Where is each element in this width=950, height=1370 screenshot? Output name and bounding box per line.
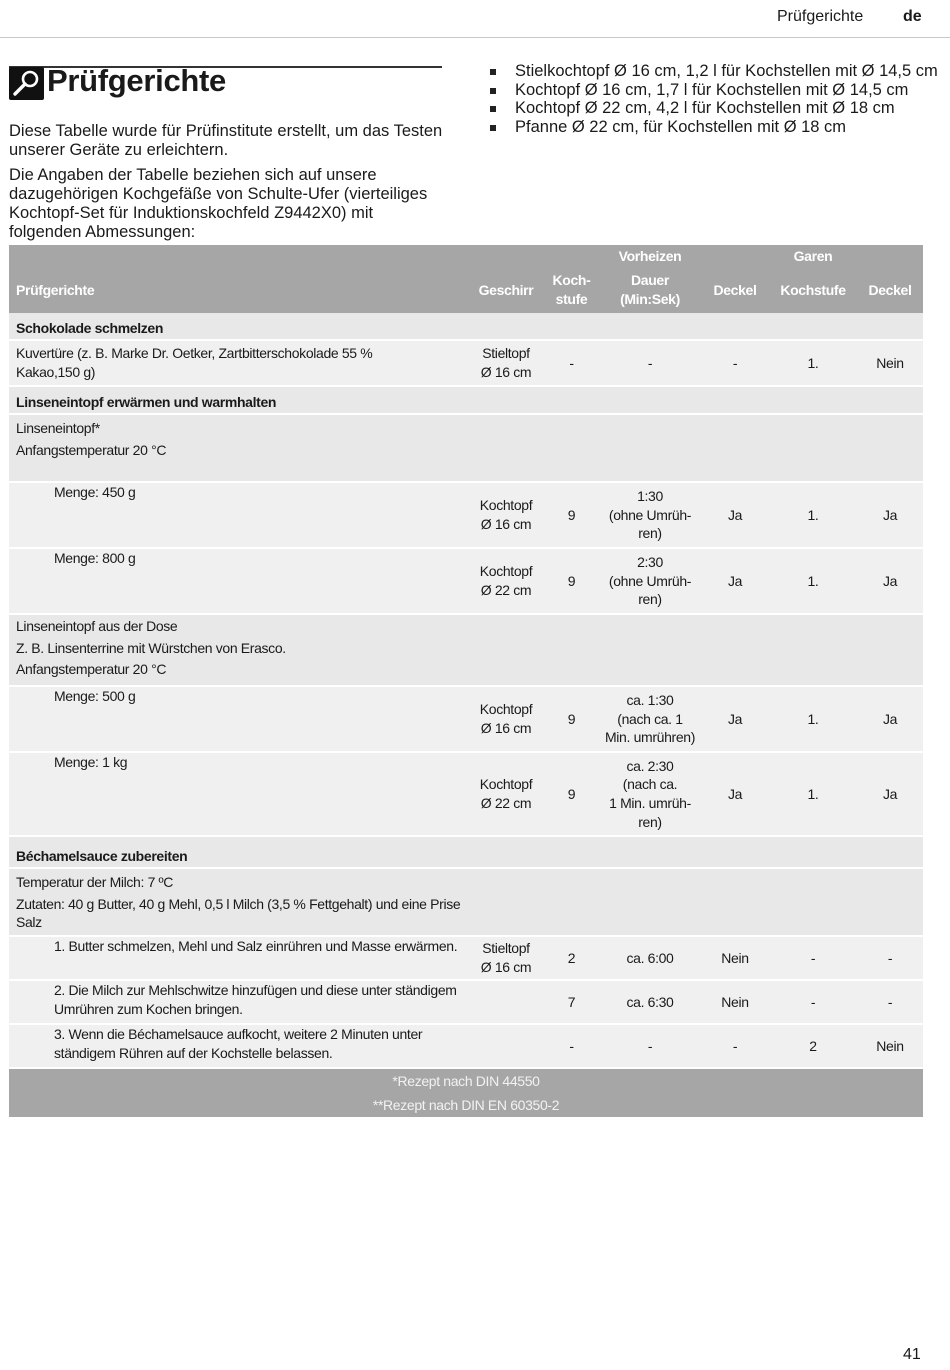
dauer-cell: - — [599, 1024, 701, 1068]
dish-description: Kuvertüre (z. B. Marke Dr. Oetker, Zartbitterschokolade 55 % Kakao,150 g) — [9, 340, 468, 386]
table-body — [9, 313, 923, 1068]
dauer-cell: ca. 6:30 — [599, 980, 701, 1024]
dauer-cell: 2:30 (ohne Umrüh- ren) — [599, 548, 701, 614]
table-header — [9, 245, 923, 313]
garen-deckel-cell: - — [857, 980, 923, 1024]
table-row — [9, 548, 923, 614]
test-dishes-table — [9, 245, 923, 1117]
table-row — [9, 482, 923, 548]
garen-kochstufe-cell: 1. — [769, 548, 857, 614]
garen-deckel-cell: Nein — [857, 340, 923, 386]
menge-cell: Menge: 800 g — [9, 548, 468, 614]
section-heading-row — [9, 393, 923, 414]
geschirr-cell: Kochtopf Ø 16 cm — [468, 482, 544, 548]
garen-deckel-cell: Ja — [857, 752, 923, 836]
table-footnotes — [9, 1068, 923, 1117]
table-row — [9, 752, 923, 836]
dauer-cell: ca. 2:30 (nach ca. 1 Min. umrüh- ren) — [599, 752, 701, 836]
garen-kochstufe-cell: 1. — [769, 340, 857, 386]
table-row — [9, 340, 923, 386]
garen-kochstufe-cell: 1. — [769, 686, 857, 752]
kochstufe-cell: 9 — [544, 752, 599, 836]
garen-deckel-cell: - — [857, 936, 923, 980]
footnote: **Rezept nach DIN EN 60350-2 — [9, 1093, 923, 1117]
section-subtitle: Temperatur der Milch: 7 ºC Zutaten: 40 g Butter, 40 g Mehl, 0,5 l Milch (3,5 % Fettgehalt) und eine Prise Salz — [9, 868, 923, 936]
section-title: Béchamelsauce zubereiten — [9, 847, 923, 868]
col-deckel: Deckel — [701, 267, 769, 313]
col-dauer: Dauer (Min:Sek) — [599, 267, 701, 313]
cookware-item: Pfanne Ø 22 cm, für Kochstellen mit Ø 18 cm — [490, 118, 940, 137]
intro-paragraph-2: Die Angaben der Tabelle beziehen sich auf unsere dazugehörigen Kochgefäße von Schulte-Ufer (vierteiliges Kochtopf-Set für Induktionskochfeld Z9442X0) mit folgenden Abmessungen: — [9, 166, 428, 241]
page-title: Prüfgerichte — [47, 63, 226, 98]
garen-kochstufe-cell: 2 — [769, 1024, 857, 1068]
step-cell: 2. Die Milch zur Mehlschwitze hinzufügen und diese unter ständigem Umrühren zum Kochen bringen. — [9, 980, 468, 1024]
col-garen-kochstufe: Kochstufe — [769, 267, 857, 313]
garen-kochstufe-cell: - — [769, 980, 857, 1024]
table-row — [9, 936, 923, 980]
geschirr-cell: Kochtopf Ø 22 cm — [468, 752, 544, 836]
section-title: Schokolade schmelzen — [9, 319, 923, 340]
deckel-cell: Ja — [701, 548, 769, 614]
cookware-item: Kochtopf Ø 22 cm, 4,2 l für Kochstellen mit Ø 18 cm — [490, 99, 940, 118]
dauer-cell: ca. 6:00 — [599, 936, 701, 980]
deckel-cell: - — [701, 1024, 769, 1068]
menge-cell: Menge: 450 g — [9, 482, 468, 548]
running-header-language: de — [903, 8, 922, 25]
section-heading-row — [9, 847, 923, 868]
kochstufe-cell: 7 — [544, 980, 599, 1024]
cookware-list — [490, 62, 940, 136]
footnote: *Rezept nach DIN 44550 — [9, 1068, 923, 1093]
bullet-square-icon — [490, 125, 496, 131]
garen-deckel-cell: Ja — [857, 482, 923, 548]
bullet-square-icon — [490, 106, 496, 112]
section-sub-row — [9, 868, 923, 936]
deckel-cell: Ja — [701, 482, 769, 548]
deckel-cell: - — [701, 340, 769, 386]
section-heading-row — [9, 319, 923, 340]
section-subtitle: Linseneintopf* Anfangstemperatur 20 °C — [9, 414, 923, 482]
table-row — [9, 980, 923, 1024]
intro-paragraph-1: Diese Tabelle wurde für Prüfinstitute erstellt, um das Testen unserer Geräte zu erleichtern. — [9, 122, 443, 159]
dauer-cell: 1:30 (ohne Umrüh- ren) — [599, 482, 701, 548]
menge-cell: Menge: 1 kg — [9, 752, 468, 836]
deckel-cell: Nein — [701, 980, 769, 1024]
kochstufe-cell: 9 — [544, 482, 599, 548]
garen-deckel-cell: Ja — [857, 548, 923, 614]
magnifier-test-icon — [9, 67, 44, 100]
section-sub-row — [9, 614, 923, 686]
deckel-cell: Ja — [701, 686, 769, 752]
kochstufe-cell: 9 — [544, 548, 599, 614]
table-row — [9, 686, 923, 752]
kochstufe-cell: 9 — [544, 686, 599, 752]
dauer-cell: - — [599, 340, 701, 386]
dauer-cell: ca. 1:30 (nach ca. 1 Min. umrühren) — [599, 686, 701, 752]
kochstufe-cell: 2 — [544, 936, 599, 980]
menge-cell: Menge: 500 g — [9, 686, 468, 752]
garen-kochstufe-cell: 1. — [769, 752, 857, 836]
step-cell: 1. Butter schmelzen, Mehl und Salz einrühren und Masse erwärmen. — [9, 936, 468, 980]
garen-kochstufe-cell: 1. — [769, 482, 857, 548]
kochstufe-cell: - — [544, 1024, 599, 1068]
geschirr-cell: Kochtopf Ø 22 cm — [468, 548, 544, 614]
table-row — [9, 1024, 923, 1068]
geschirr-cell: Stieltopf Ø 16 cm — [468, 936, 544, 980]
bullet-square-icon — [490, 69, 496, 75]
group-vorheizen: Vorheizen — [599, 245, 701, 267]
col-pruefgerichte: Prüfgerichte — [9, 267, 468, 313]
garen-deckel-cell: Ja — [857, 686, 923, 752]
garen-deckel-cell: Nein — [857, 1024, 923, 1068]
col-garen-deckel: Deckel — [857, 267, 923, 313]
geschirr-cell: Stieltopf Ø 16 cm — [468, 340, 544, 386]
cookware-item: Kochtopf Ø 16 cm, 1,7 l für Kochstellen mit Ø 14,5 cm — [490, 81, 940, 100]
header-divider — [0, 37, 950, 38]
section-title: Linseneintopf erwärmen und warmhalten — [9, 393, 923, 414]
section-subtitle: Linseneintopf aus der Dose Z. B. Linsenterrine mit Würstchen von Erasco. Anfangstemperatur 20 °C — [9, 614, 923, 686]
col-kochstufe: Koch- stufe — [544, 267, 599, 313]
group-garen: Garen — [769, 245, 857, 267]
running-header-section: Prüfgerichte — [777, 8, 864, 25]
step-cell: 3. Wenn die Béchamelsauce aufkocht, weitere 2 Minuten unter ständigem Rühren auf der Kochstelle belassen. — [9, 1024, 468, 1068]
geschirr-cell — [468, 1024, 544, 1068]
geschirr-cell: Kochtopf Ø 16 cm — [468, 686, 544, 752]
deckel-cell: Nein — [701, 936, 769, 980]
deckel-cell: Ja — [701, 752, 769, 836]
geschirr-cell — [468, 980, 544, 1024]
cookware-item: Stielkochtopf Ø 16 cm, 1,2 l für Kochstellen mit Ø 14,5 cm — [490, 62, 940, 81]
page-number: 41 — [903, 1346, 921, 1363]
col-geschirr: Geschirr — [468, 267, 544, 313]
bullet-square-icon — [490, 88, 496, 94]
kochstufe-cell: - — [544, 340, 599, 386]
section-sub-row — [9, 414, 923, 482]
garen-kochstufe-cell: - — [769, 936, 857, 980]
